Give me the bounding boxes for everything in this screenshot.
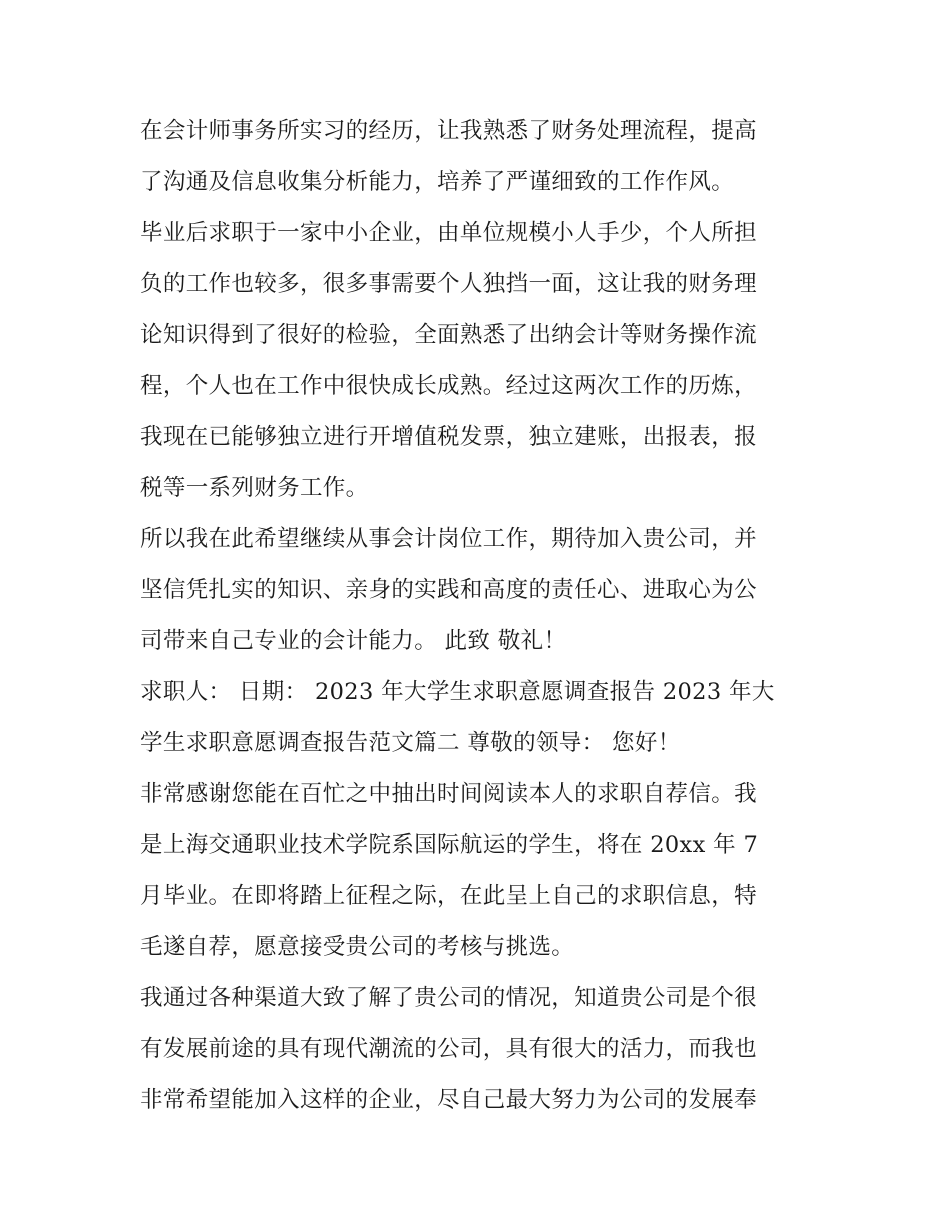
text-line: 司带来自己专业的会计能力。 此致 敬礼！ (140, 628, 567, 654)
text-line: 学生求职意愿调查报告范文篇二 尊敬的领导： 您好！ (140, 730, 681, 756)
text-line: 有发展前途的具有现代潮流的公司，具有很大的活力，而我也 (140, 1036, 757, 1062)
text-line: 是上海交通职业技术学院系国际航运的学生，将在 20xx 年 7 (140, 832, 759, 858)
document-body (140, 106, 816, 1126)
text-line: 论知识得到了很好的检验，全面熟悉了出纳会计等财务操作流 (140, 322, 757, 348)
text-line: 税等一系列财务工作。 (140, 475, 369, 501)
text-line: 月毕业。在即将踏上征程之际，在此呈上自己的求职信息，特 (140, 883, 757, 909)
text-line: 求职人： 日期： 2023 年大学生求职意愿调查报告 2023 年大 (140, 679, 775, 705)
text-line: 毛遂自荐，愿意接受贵公司的考核与挑选。 (140, 934, 575, 960)
text-line: 毕业后求职于一家中小企业，由单位规模小人手少，个人所担 (140, 220, 757, 246)
text-line: 非常感谢您能在百忙之中抽出时间阅读本人的求职自荐信。我 (140, 781, 757, 807)
text-line: 我通过各种渠道大致了解了贵公司的情况，知道贵公司是个很 (140, 985, 757, 1011)
text-line: 我现在已能够独立进行开增值税发票，独立建账，出报表，报 (140, 424, 757, 450)
text-line: 程，个人也在工作中很快成长成熟。经过这两次工作的历炼， (140, 373, 757, 399)
text-line: 非常希望能加入这样的企业，尽自己最大努力为公司的发展奉 (140, 1087, 757, 1113)
text-line: 所以我在此希望继续从事会计岗位工作，期待加入贵公司，并 (140, 526, 757, 552)
text-line: 负的工作也较多，很多事需要个人独挡一面，这让我的财务理 (140, 271, 757, 297)
text-line: 坚信凭扎实的知识、亲身的实践和高度的责任心、进取心为公 (140, 577, 757, 603)
text-line: 在会计师事务所实习的经历，让我熟悉了财务处理流程，提高 (140, 118, 757, 144)
text-line: 了沟通及信息收集分析能力，培养了严谨细致的工作作风。 (140, 169, 735, 195)
